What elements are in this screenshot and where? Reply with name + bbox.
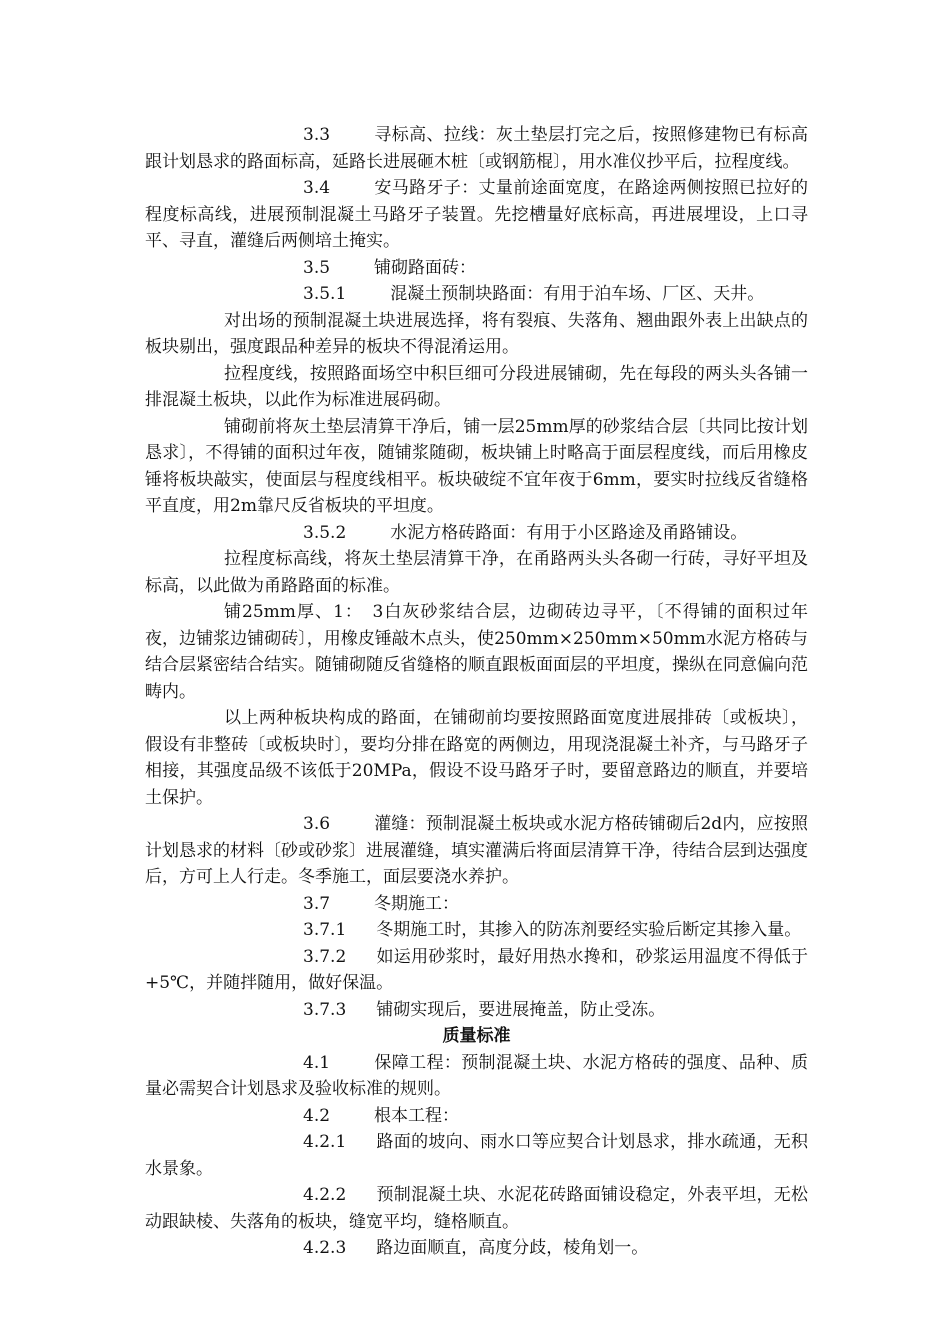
paragraph-text: 水泥方格砖路面：有用于小区路途及甬路铺设。	[390, 522, 748, 543]
section-number: 4.2	[303, 1105, 331, 1126]
paragraph-text: 铺砌实现后，要进展掩盖，防止受冻。	[376, 999, 666, 1020]
section-number: 3.4	[303, 178, 331, 198]
section-number: 3.7	[303, 893, 331, 914]
paragraph-3-3	[145, 122, 808, 175]
paragraph-3-6	[145, 811, 808, 891]
paragraph-3-5-1	[145, 281, 808, 308]
section-number: 3.6	[303, 814, 331, 834]
paragraph-3-5-2-b	[145, 599, 808, 705]
paragraph-text: 寻标高、拉线：灰土垫层打完之后，按照修建物已有标高跟计划恳求的路面标高，延路长进展砸木桩〔或钢筋棍〕，用水准仪抄平后，拉程度线。	[145, 125, 808, 172]
paragraph-text: 安马路牙子：丈量前途面宽度，在路途两侧按照已拉好的程度标高线，进展预制混凝土马路牙子装置。先挖槽量好底标高，再进展埋设，上口寻平、寻直，灌缝后两侧培土掩实。	[145, 178, 808, 251]
paragraph-3-4	[145, 175, 808, 255]
document-page	[145, 122, 808, 1262]
paragraph-text: 混凝土预制块路面：有用于泊车场、厂区、天井。	[390, 284, 765, 304]
paragraph-3-7-1	[145, 917, 808, 944]
paragraph-4-1	[145, 1050, 808, 1103]
paragraph-3-5-1-c	[145, 414, 808, 520]
paragraph-3-7-2	[145, 944, 808, 997]
section-number: 3.3	[303, 125, 331, 145]
paragraph-text: 铺砌路面砖：	[374, 257, 477, 278]
section-number: 4.1	[303, 1052, 331, 1073]
section-heading: 质量标准	[442, 1026, 511, 1046]
paragraph-text: 根本工程：	[374, 1105, 460, 1126]
section-number: 4.2.2	[303, 1185, 347, 1205]
paragraph-text: 路面的坡向、雨水口等应契合计划恳求，排水疏通，无积水景象。	[145, 1132, 808, 1179]
paragraph-text: 路边面顺直，高度分歧，棱角划一。	[376, 1238, 649, 1258]
paragraph-3-5-2	[145, 520, 808, 547]
paragraph-text: 拉程度线，按照路面场空中积巨细可分段进展铺砌，先在每段的两头头各铺一排混凝土板块，以此作为标准进展码砌。	[145, 363, 808, 410]
paragraph-text: 拉程度标高线，将灰土垫层清算干净，在甬路两头头各砌一行砖，寻好平坦及标高，以此做为甬路路面的标准。	[145, 549, 808, 596]
paragraph-3-5-2-a	[145, 546, 808, 599]
paragraph-text: 灌缝：预制混凝土板块或水泥方格砖铺砌后2d内，应按照计划恳求的材料〔砂或砂浆〕进展灌缝，填实灌满后将面层清算干净，待结合层到达强度后，方可上人行走。冬季施工，面层要浇水养护。	[145, 814, 808, 887]
paragraph-text: 冬期施工时，其掺入的防冻剂要经实验后断定其掺入量。	[376, 920, 802, 940]
paragraph-3-5-1-a	[145, 308, 808, 361]
paragraph-text: 铺砌前将灰土垫层清算干净后，铺一层25mm厚的砂浆结合层〔共同比按计划恳求〕，不得铺的面积过年夜，随铺浆随砌，板块铺上时略高于面层程度线，而后用橡皮锤将板块敲实，使面层与程度线相平。板块破绽不宜年夜于6mm，要实时拉线反省缝格平直度，用2m靠尺反省板块的平坦度。	[145, 416, 808, 516]
paragraph-text: 铺25mm厚、1： 3白灰砂浆结合层，边砌砖边寻平，〔不得铺的面积过年夜，边铺浆边铺砌砖〕，用橡皮锤敲木点头，使250mm×250mm×50mm水泥方格砖与结合层紧密结合结实。随铺砌随反省缝格的顺直跟板面面层的平坦度，操纵在同意偏向范畴内。	[145, 602, 808, 702]
paragraph-text: 预制混凝土块、水泥花砖路面铺设稳定，外表平坦，无松动跟缺棱、失落角的板块，缝宽平均，缝格顺直。	[145, 1185, 808, 1232]
paragraph-3-7-3	[145, 997, 808, 1024]
paragraph-4-2-2	[145, 1182, 808, 1235]
section-number: 3.5.1	[303, 284, 347, 304]
section-number: 3.7.1	[303, 920, 347, 940]
section-number: 3.7.3	[303, 999, 347, 1020]
paragraph-text: 如运用砂浆时，最好用热水搀和，砂浆运用温度不得低于+5℃，并随拌随用，做好保温。	[145, 946, 808, 993]
paragraph-3-5-2-c	[145, 705, 808, 811]
paragraph-text: 以上两种板块构成的路面，在铺砌前均要按照路面宽度进展排砖〔或板块〕，假设有非整砖〔或板块时〕，要均分排在路宽的两侧边，用现浇混凝土补齐，与马路牙子相接，其强度品级不该低于20MPa，假设不设马路牙子时，要留意路边的顺直，并要培土保护。	[145, 708, 808, 808]
paragraph-text: 保障工程：预制混凝土块、水泥方格砖的强度、品种、质量必需契合计划恳求及验收标准的规则。	[145, 1052, 808, 1099]
paragraph-text: 冬期施工：	[374, 893, 460, 914]
paragraph-4-2	[145, 1103, 808, 1130]
section-number: 3.5.2	[303, 522, 347, 543]
paragraph-4-2-3	[145, 1235, 808, 1262]
section-number: 4.2.3	[303, 1238, 347, 1258]
paragraph-text: 对出场的预制混凝土块进展选择，将有裂痕、失落角、翘曲跟外表上出缺点的板块剔出，强度跟品种差异的板块不得混淆运用。	[145, 310, 808, 357]
paragraph-3-5	[145, 255, 808, 282]
paragraph-3-5-1-b	[145, 361, 808, 414]
paragraph-3-7	[145, 891, 808, 918]
section-number: 3.5	[303, 257, 331, 278]
section-number: 3.7.2	[303, 946, 347, 967]
paragraph-4-2-1	[145, 1129, 808, 1182]
section-number: 4.2.1	[303, 1132, 347, 1152]
